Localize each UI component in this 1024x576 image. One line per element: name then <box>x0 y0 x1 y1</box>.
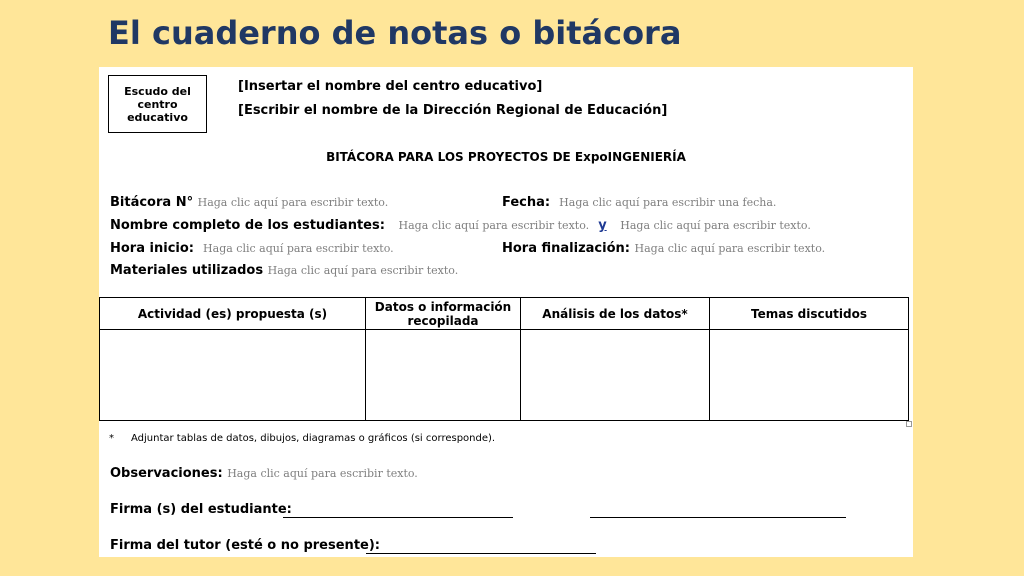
document-title: BITÁCORA PARA LOS PROYECTOS DE ExpoINGENIERÍA <box>326 150 686 164</box>
table-header-analysis: Análisis de los datos* <box>521 298 710 330</box>
observations-label: Observaciones: <box>110 466 223 481</box>
table-header-topics: Temas discutidos <box>710 298 909 330</box>
analysis-cell[interactable] <box>521 330 710 421</box>
end-time-label: Hora finalización: <box>502 241 630 256</box>
school-crest-placeholder: Escudo del centro educativo <box>108 75 207 133</box>
school-name-placeholder[interactable]: [Insertar el nombre del centro educativo] <box>238 79 543 94</box>
data-cell[interactable] <box>366 330 521 421</box>
bitacora-number-field <box>110 195 388 210</box>
activity-table <box>99 297 909 421</box>
table-resize-handle[interactable] <box>906 421 912 427</box>
student-name-input-1[interactable]: Haga clic aquí para escribir texto. <box>398 219 590 232</box>
logbook-document <box>99 67 913 557</box>
student-signature-label: Firma (s) del estudiante: <box>110 502 292 517</box>
date-input[interactable]: Haga clic aquí para escribir una fecha. <box>559 196 777 209</box>
end-time-input[interactable]: Haga clic aquí para escribir texto. <box>634 242 826 255</box>
table-header-activity: Actividad (es) propuesta (s) <box>100 298 366 330</box>
start-time-label: Hora inicio: <box>110 241 194 256</box>
observations-input[interactable]: Haga clic aquí para escribir texto. <box>227 467 418 480</box>
date-label: Fecha: <box>502 195 551 210</box>
tutor-signature-label: Firma del tutor (esté o no presente): <box>110 538 380 553</box>
student-name-input-2[interactable]: Haga clic aquí para escribir texto. <box>620 219 811 232</box>
end-time-field <box>502 241 825 256</box>
table-row <box>100 330 909 421</box>
student-signature-line-1[interactable] <box>283 517 513 518</box>
students-conjunction: y <box>598 218 607 233</box>
date-field <box>502 195 776 210</box>
activity-cell[interactable] <box>100 330 366 421</box>
bitacora-number-label: Bitácora N° <box>110 195 194 210</box>
tutor-signature-field <box>110 538 380 553</box>
footnote <box>109 433 495 444</box>
students-name-field <box>110 218 811 233</box>
materials-input[interactable]: Haga clic aquí para escribir texto. <box>267 264 459 277</box>
bitacora-number-input[interactable]: Haga clic aquí para escribir texto. <box>197 196 389 209</box>
observations-field <box>110 466 418 481</box>
topics-cell[interactable] <box>710 330 909 421</box>
footnote-text: Adjuntar tablas de datos, dibujos, diagramas o gráficos (si corresponde). <box>131 433 496 444</box>
table-header-data: Datos o información recopilada <box>366 298 521 330</box>
student-signature-line-2[interactable] <box>590 517 846 518</box>
materials-field <box>110 263 458 278</box>
start-time-input[interactable]: Haga clic aquí para escribir texto. <box>203 242 394 255</box>
footnote-marker: * <box>109 433 114 444</box>
student-signature-field <box>110 502 292 517</box>
materials-label: Materiales utilizados <box>110 263 264 278</box>
start-time-field <box>110 241 394 256</box>
slide-title: El cuaderno de notas o bitácora <box>108 14 682 52</box>
regional-direction-placeholder[interactable]: [Escribir el nombre de la Dirección Regional de Educación] <box>238 103 668 118</box>
students-name-label: Nombre completo de los estudiantes: <box>110 218 385 233</box>
tutor-signature-line[interactable] <box>366 553 596 554</box>
